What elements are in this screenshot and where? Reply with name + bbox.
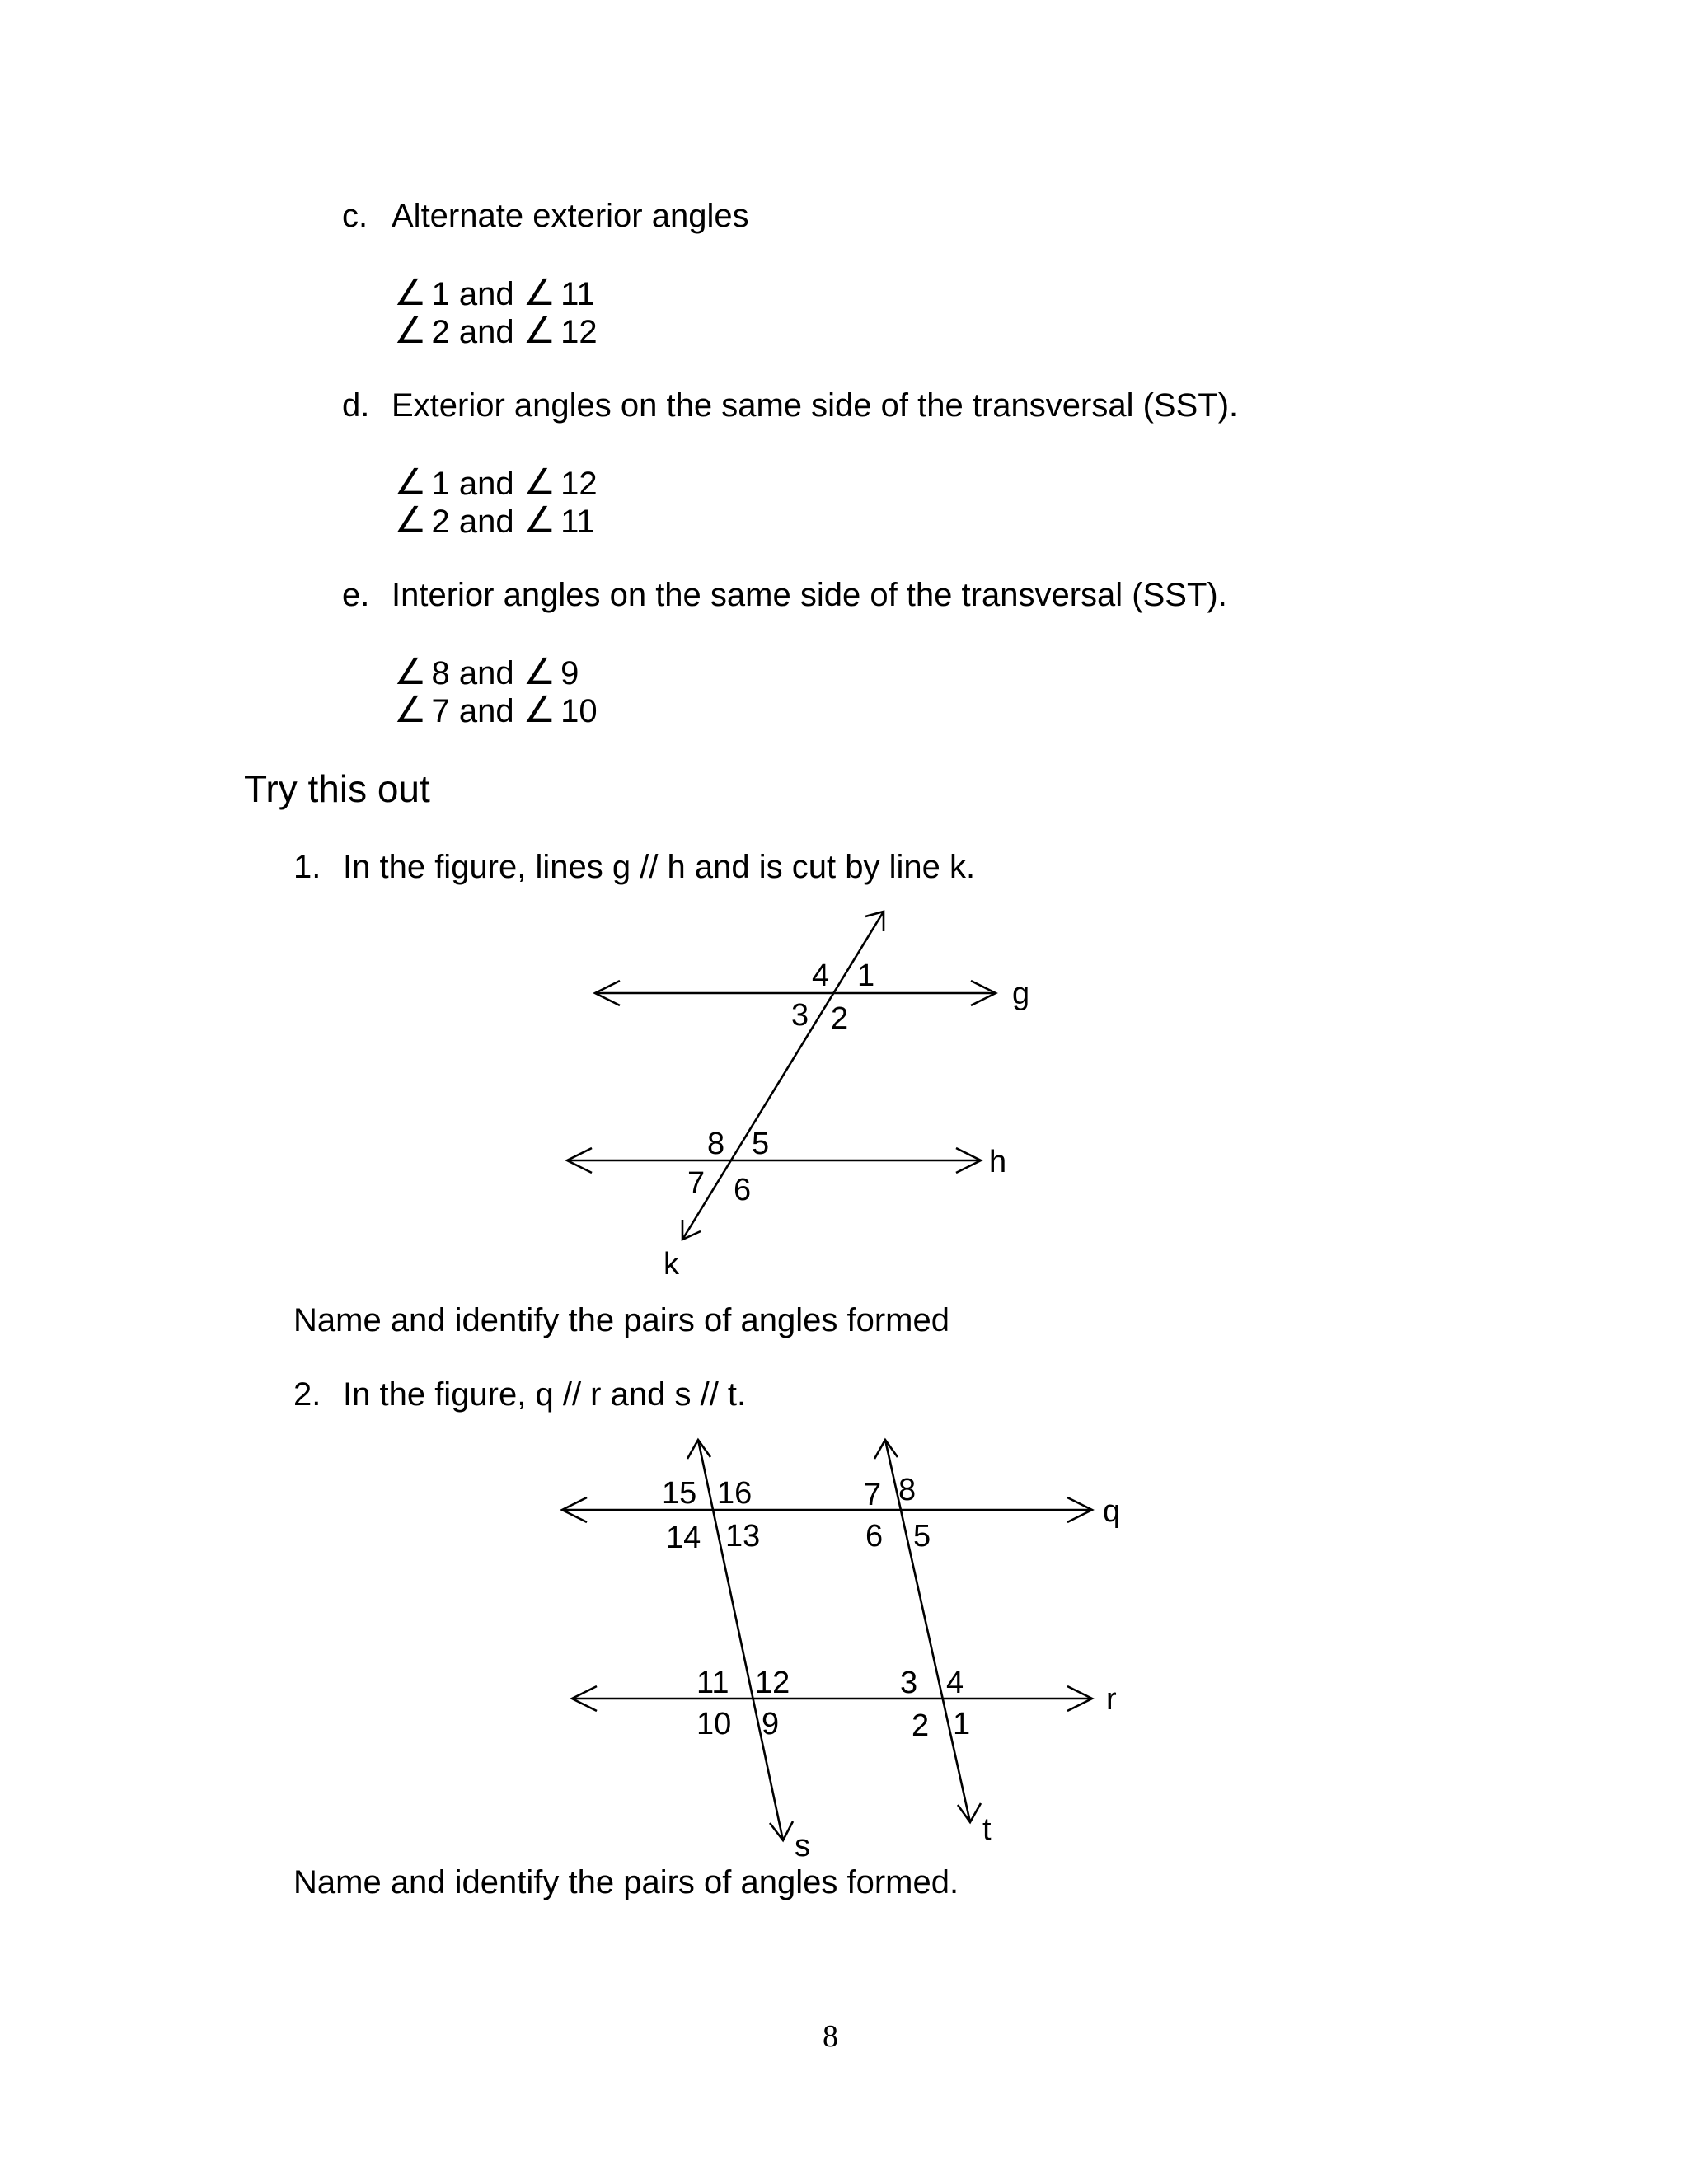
angle-label: 9 xyxy=(762,1707,780,1741)
arrowhead xyxy=(958,1803,981,1822)
angle-label: 11 xyxy=(696,1666,729,1700)
angle-symbol: ∠ xyxy=(523,311,556,351)
try-this-out-heading: Try this out xyxy=(244,767,430,810)
angle-label: 7 xyxy=(687,1166,706,1201)
angle-symbol: ∠ xyxy=(394,690,427,730)
angle-label: 6 xyxy=(734,1173,752,1207)
angle-pair: ∠ 1 and ∠ 11 xyxy=(394,273,595,313)
angle-label: 16 xyxy=(717,1476,753,1511)
angle-label: 2 xyxy=(912,1708,930,1743)
angle-symbol: ∠ xyxy=(394,652,427,692)
angle-label: 8 xyxy=(707,1127,725,1161)
angle-label: 7 xyxy=(864,1478,882,1512)
problem-1-follow-up: Name and identify the pairs of angles formed xyxy=(293,1302,950,1338)
angle-symbol: ∠ xyxy=(394,462,427,503)
line-label-q: q xyxy=(1103,1494,1121,1529)
problem-2-number: 2. xyxy=(293,1376,321,1413)
angle-label: 1 xyxy=(953,1707,971,1741)
angle-symbol: ∠ xyxy=(523,500,556,541)
angle-label: 5 xyxy=(913,1519,931,1554)
angle-pair: ∠ 2 and ∠ 12 xyxy=(394,311,598,351)
line-label-h: h xyxy=(989,1145,1007,1179)
arrowhead xyxy=(687,1440,710,1459)
angle-symbol: ∠ xyxy=(523,690,556,730)
line-label-k: k xyxy=(663,1247,679,1282)
angle-label: 3 xyxy=(900,1666,918,1700)
angle-label: 10 xyxy=(696,1707,732,1741)
angle-label: 3 xyxy=(791,998,809,1033)
angle-label: 4 xyxy=(812,958,830,993)
section-d-label: d. xyxy=(342,387,370,424)
problem-1-text: In the figure, lines g // h and is cut by line k. xyxy=(343,849,976,885)
arrowhead xyxy=(874,1440,898,1459)
angle-symbol: ∠ xyxy=(523,462,556,503)
angle-label: 8 xyxy=(898,1473,917,1507)
section-c-label: c. xyxy=(342,198,368,234)
section-c-title: Alternate exterior angles xyxy=(392,198,749,234)
angle-label: 15 xyxy=(662,1476,697,1511)
problem-1-number: 1. xyxy=(293,849,321,885)
angle-label: 5 xyxy=(752,1127,770,1161)
angle-label: 2 xyxy=(831,1001,849,1036)
section-e-title: Interior angles on the same side of the transversal (SST). xyxy=(392,577,1227,613)
line-label-r: r xyxy=(1106,1682,1117,1717)
line-label-t: t xyxy=(982,1812,992,1847)
line-label-g: g xyxy=(1012,977,1030,1011)
problem-2-follow-up: Name and identify the pairs of angles formed. xyxy=(293,1864,959,1900)
angle-pair: ∠ 2 and ∠ 11 xyxy=(394,500,595,541)
angle-symbol: ∠ xyxy=(523,273,556,313)
angle-label: 14 xyxy=(666,1521,701,1555)
angle-symbol: ∠ xyxy=(394,273,427,313)
angle-label: 13 xyxy=(725,1519,761,1554)
angle-symbol: ∠ xyxy=(394,311,427,351)
angle-pair: ∠ 8 and ∠ 9 xyxy=(394,652,579,692)
angle-pair: ∠ 1 and ∠ 12 xyxy=(394,462,598,503)
section-d-title: Exterior angles on the same side of the transversal (SST). xyxy=(392,387,1239,424)
angle-label: 4 xyxy=(946,1666,964,1700)
section-e-label: e. xyxy=(342,577,370,613)
page-number: 8 xyxy=(823,2019,838,2054)
angle-label: 1 xyxy=(857,958,875,993)
angle-label: 6 xyxy=(865,1519,884,1554)
line-label-s: s xyxy=(795,1829,810,1863)
angle-pair: ∠ 7 and ∠ 10 xyxy=(394,690,598,730)
angle-symbol: ∠ xyxy=(394,500,427,541)
angle-label: 12 xyxy=(755,1666,790,1700)
angle-symbol: ∠ xyxy=(523,652,556,692)
problem-2-text: In the figure, q // r and s // t. xyxy=(343,1376,747,1413)
